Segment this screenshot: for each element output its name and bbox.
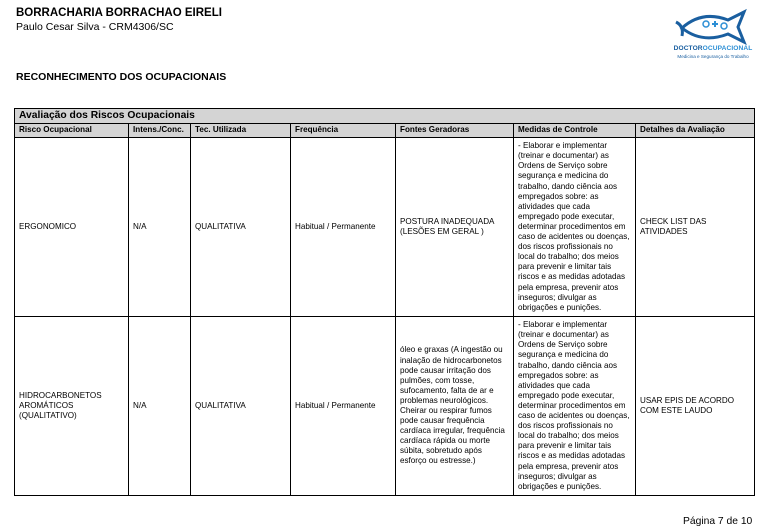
company-name: BORRACHARIA BORRACHAO EIRELI — [16, 7, 222, 19]
details-cell: CHECK LIST DAS ATIVIDADES — [636, 138, 755, 317]
intensity-cell: N/A — [129, 317, 191, 496]
table-row — [15, 138, 755, 317]
page-number: Página 7 de 10 — [683, 516, 753, 527]
column-header: Detalhes da Avaliação — [636, 124, 755, 138]
details-cell: USAR EPIS DE ACORDO COM ESTE LAUDO — [636, 317, 755, 496]
technique-cell: QUALITATIVA — [191, 138, 291, 317]
risk-cell: HIDROCARBONETOS AROMÁTICOS (QUALITATIVO) — [15, 317, 129, 496]
logo-wordmark: DOCTOROCUPACIONAL — [673, 45, 753, 52]
frequency-cell: Habitual / Permanente — [291, 138, 396, 317]
doctor-credential: Paulo Cesar Silva - CRM4306/SC — [16, 21, 174, 33]
column-header: Intens./Conc. — [129, 124, 191, 138]
intensity-cell: N/A — [129, 138, 191, 317]
column-header: Risco Ocupacional — [15, 124, 129, 138]
controls-cell: - Elaborar e implementar (treinar e documentar) as Ordens de Serviço sobre segurança e medicina do trabalho, dando ciência aos empregados sobre: as atividades que cada empregado pode executar, determinar procedimentos em caso de acidentes ou doenças, dos riscos profissionais no local do trabalho; dos meios para prevenir e limitar tais riscos e as medidas adotadas pela empresa, prevenir atos inseguros; divulgar as obrigações e punições. — [514, 317, 636, 496]
controls-cell: - Elaborar e implementar (treinar e documentar) as Ordens de Serviço sobre segurança e medicina do trabalho, dando ciência aos empregados sobre: as atividades que cada empregado pode executar, determinar procedimentos em caso de acidentes ou doenças, dos riscos profissionais no local do trabalho; dos meios para prevenir e limitar tais riscos e as medidas adotadas pela empresa, prevenir atos inseguros; divulgar as obrigações e punições. — [514, 138, 636, 317]
fish-icon — [672, 8, 754, 46]
logo-tagline: Medicina e Segurança do Trabalho — [677, 54, 749, 59]
column-header: Frequência — [291, 124, 396, 138]
section-title: RECONHECIMENTO DOS OCUPACIONAIS — [16, 71, 227, 83]
table-header-row — [15, 124, 755, 138]
table-row — [15, 317, 755, 496]
column-header: Medidas de Controle — [514, 124, 636, 138]
sources-cell: POSTURA INADEQUADA (LESÕES EM GERAL ) — [396, 138, 514, 317]
table-caption: Avaliação dos Riscos Ocupacionais — [15, 109, 755, 124]
risk-cell: ERGONOMICO — [15, 138, 129, 317]
column-header: Fontes Geradoras — [396, 124, 514, 138]
technique-cell: QUALITATIVA — [191, 317, 291, 496]
column-header: Tec. Utilizada — [191, 124, 291, 138]
sources-cell: óleo e graxas (A ingestão ou inalação de hidrocarbonetos pode causar irritação dos pulmões, com tosse, sufocamento, falta de ar e problemas neurológicos. Cheirar ou respirar fumos pode causar frequência cardíaca irregular, frequência cardíaca rápida ou morte súbita, sobretudo após esforço ou estresse.) — [396, 317, 514, 496]
company-logo — [672, 8, 754, 62]
risk-assessment-table — [14, 108, 755, 496]
frequency-cell: Habitual / Permanente — [291, 317, 396, 496]
